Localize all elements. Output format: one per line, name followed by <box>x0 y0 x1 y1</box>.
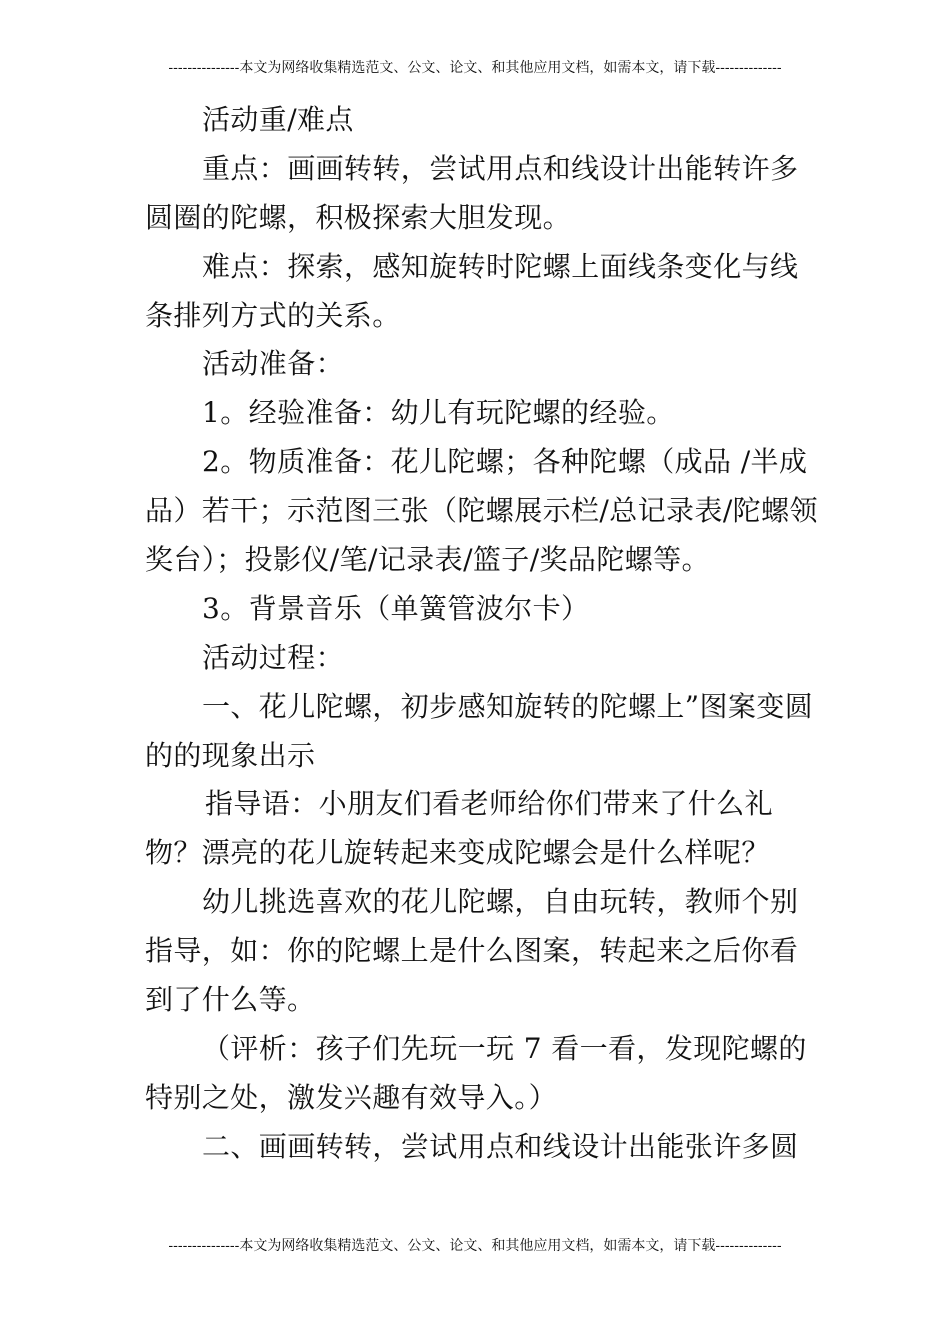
paragraph-line: 指导语：小朋友们看老师给你们带来了什么礼 <box>205 787 774 821</box>
footer-banner: ---------------本文为网络收集精选范文、公文、论文、和其他应用文档，如需本文，请下载-------------- <box>168 1238 782 1254</box>
section-heading-preparation: 活动准备： <box>202 347 345 381</box>
paragraph-line: 条排列方式的关系。 <box>145 298 401 332</box>
section-heading-process: 活动过程： <box>202 640 345 674</box>
section-heading-difficulty: 活动重/难点 <box>202 103 354 136</box>
list-item: 2。物质准备：花儿陀螺；各种陀螺（成品 /半成 <box>202 445 808 479</box>
paragraph-line: 品）若干；示范图三张（陀螺展示栏/总记录表/陀螺领 <box>145 494 818 528</box>
paragraph-line: 圆圈的陀螺，积极探索大胆发现。 <box>145 200 572 234</box>
document-body <box>145 96 818 1172</box>
paragraph-line: 一、花儿陀螺，初步感知旋转的陀螺上”图案变圆 <box>202 689 814 723</box>
list-item: 1。经验准备：幼儿有玩陀螺的经验。 <box>202 396 675 430</box>
paragraph-line: （评析：孩子们先玩一玩 7 看一看，发现陀螺的 <box>202 1031 807 1065</box>
paragraph-line: 二、画画转转，尝试用点和线设计出能张许多圆 <box>202 1129 799 1163</box>
list-item: 3。背景音乐（单簧管波尔卡） <box>202 591 590 625</box>
paragraph-line: 奖台）；投影仪/笔/记录表/篮子/奖品陀螺等。 <box>145 543 710 577</box>
paragraph-line: 到了什么等。 <box>145 983 316 1017</box>
paragraph-line: 特别之处，激发兴趣有效导入。） <box>145 1080 558 1114</box>
paragraph-line: 难点：探索，感知旋转时陀螺上面线条变化与线 <box>202 249 799 283</box>
paragraph-line: 的的现象出示 <box>145 738 316 772</box>
paragraph-line: 幼儿挑选喜欢的花儿陀螺，自由玩转，教师个别 <box>202 885 799 919</box>
paragraph-line: 重点：画画转转，尝试用点和线设计出能转许多 <box>202 151 799 185</box>
paragraph-line: 指导，如：你的陀螺上是什么图案，转起来之后你看 <box>145 934 799 968</box>
header-banner: ---------------本文为网络收集精选范文、公文、论文、和其他应用文档，如需本文，请下载-------------- <box>168 60 782 76</box>
paragraph-line: 物？漂亮的花儿旋转起来变成陀螺会是什么样呢？ <box>145 836 770 870</box>
